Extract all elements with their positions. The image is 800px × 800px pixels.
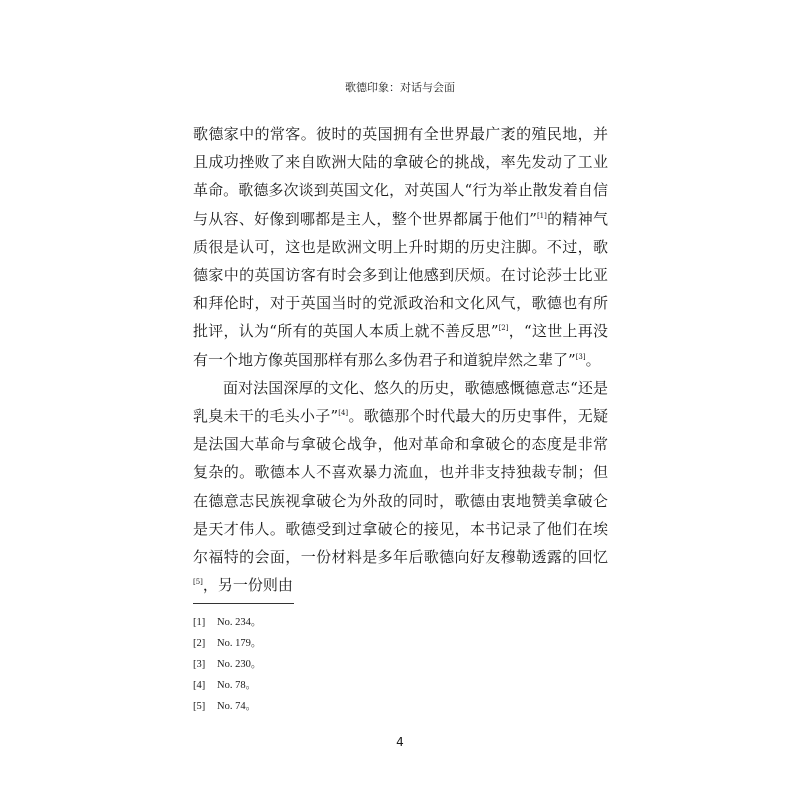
text-run: 面对法国深厚的文化、悠久的历史，歌德感慨德意志“还是乳臭未干的毛头小子”	[193, 378, 608, 426]
page-number: 4	[396, 735, 404, 749]
footnote	[193, 696, 261, 717]
footnote-ref[interactable]: [1]	[536, 211, 547, 220]
text-run: ，“这世上再没有一个地方像英国那样有那么多伪君子和道貌岸然之辈了”	[193, 322, 609, 369]
footnote	[193, 633, 261, 654]
text-run: 的精神气质很是认可，这也是欧洲文明上升时期的历史注脚。不过，歌德家中的英国访客有时会多到让他感到厌烦。在讨论莎士比亚和拜伦时，对于英国当时的党派政治和文化风气，歌德也有所批评，认为“所有的英国人本质上就不善反思”	[193, 209, 608, 341]
footnote-separator	[193, 603, 294, 604]
footnote	[193, 612, 261, 633]
footnote-text: No. 234。	[217, 617, 262, 628]
footnote-text: No. 179。	[217, 638, 262, 649]
text-run: 。歌德那个时代最大的历史事件，无疑是法国大革命与拿破仑战争，他对革命和拿破仑的态度是非常复杂的。歌德本人不喜欢暴力流血，也并非支持独裁专制；但在德意志民族视拿破仑为外敌的同时，歌德由衷地赞美拿破仑是天才伟人。歌德受到过拿破仑的接见，本书记录了他们在埃尔福特的会面，一份材料是多年后歌德向好友穆勒透露的回忆	[193, 407, 608, 567]
footnote-mark: [1]	[193, 617, 206, 628]
footnote-mark: [2]	[193, 638, 206, 649]
footnote	[193, 675, 261, 696]
footnote-mark: [3]	[193, 659, 206, 670]
running-head: 歌德印象：对话与会面	[345, 81, 455, 94]
footnote-ref[interactable]: [3]	[575, 352, 586, 361]
paragraph	[193, 120, 608, 374]
text-run: 歌德家中的常客。彼时的英国拥有全世界最广袤的殖民地，并且成功挫败了来自欧洲大陆的拿破仑的挑战，率先发动了工业革命。歌德多次谈到英国文化，对英国人“行为举止散发着自信与从容、好像到哪都是主人，整个世界都属于他们”	[193, 125, 608, 228]
footnote-ref[interactable]: [2]	[498, 324, 509, 333]
footnote-ref[interactable]: [5]	[193, 578, 203, 587]
text-run: ，另一份则由	[202, 576, 293, 595]
footnote-text: No. 74。	[217, 701, 257, 712]
footnote	[193, 654, 261, 675]
footnote-text: No. 78。	[217, 680, 257, 691]
footnotes	[193, 612, 261, 717]
footnote-mark: [5]	[193, 701, 206, 712]
body-text	[193, 120, 608, 599]
footnote-text: No. 230。	[217, 659, 262, 670]
footnote-mark: [4]	[193, 680, 206, 691]
text-run: 。	[585, 350, 601, 369]
footnote-ref[interactable]: [4]	[338, 409, 349, 418]
paragraph	[193, 374, 608, 600]
